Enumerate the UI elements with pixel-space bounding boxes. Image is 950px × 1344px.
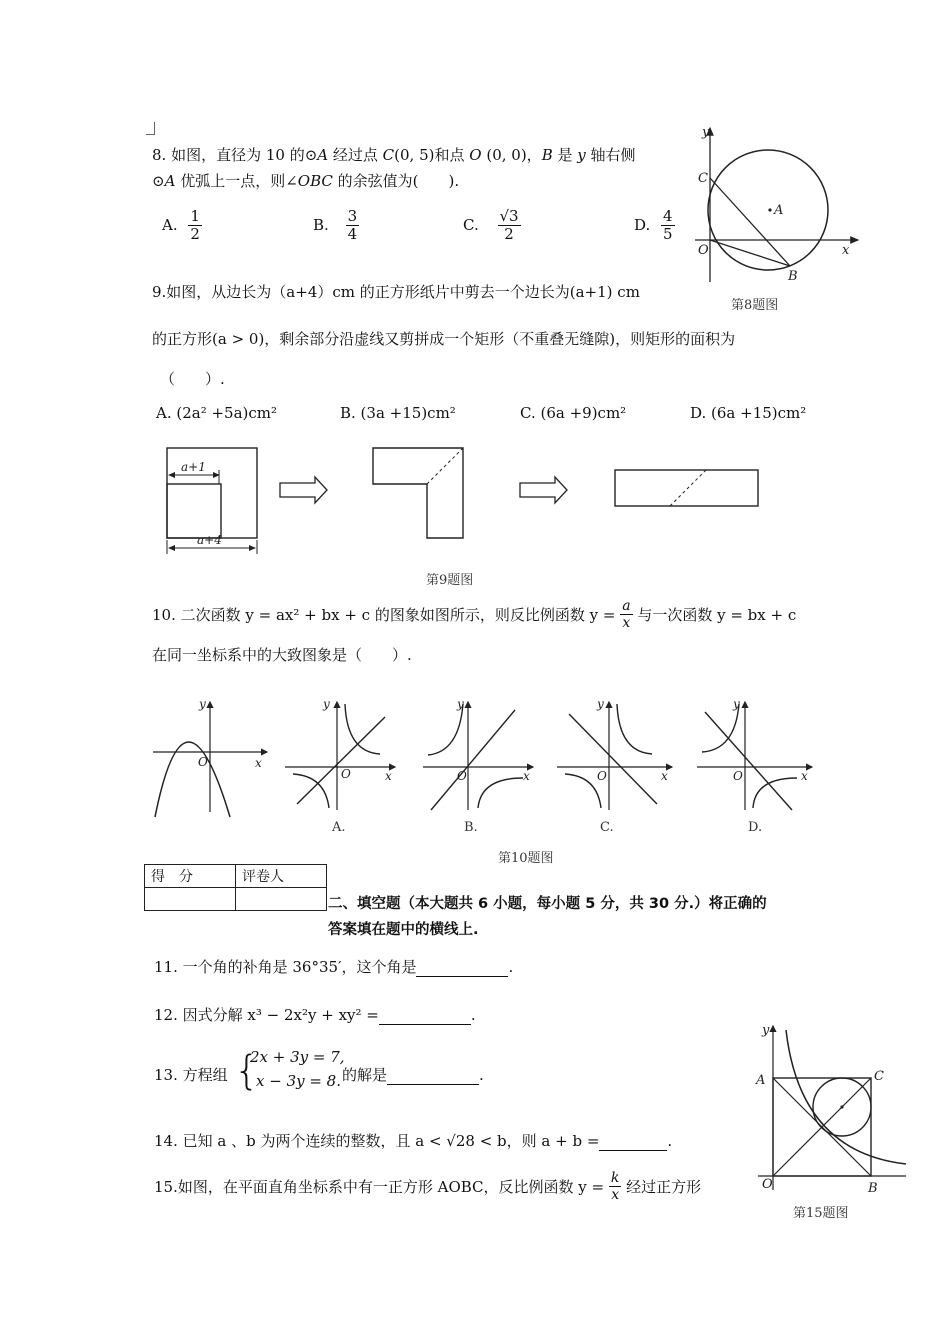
q10-fig-caption: 第10题图: [498, 851, 554, 866]
q15: 15.如图，在平面直角坐标系中有一正方形 AOBC，反比例函数 y = $\frac{k}{x}$ 经过正方形: [154, 1170, 702, 1204]
q9-fig-caption: 第9题图: [426, 573, 474, 588]
q14: 14. 已知 a 、b 为两个连续的整数，且 a < √28 < b，则 a + b = .: [154, 1132, 673, 1150]
q8-line1: 8. 如图，直径为 10 的⊙A 经过点 C(0, 5)和点 O (0, 0)，B 是 y 轴右侧: [152, 146, 636, 164]
q10-parabola-graph: [153, 697, 267, 817]
q9-option-b: B. (3a +15)cm²: [340, 404, 456, 422]
q8-fig-O: O: [698, 243, 709, 258]
q15-fig-caption: 第15题图: [793, 1206, 849, 1221]
q11-answer-blank[interactable]: [416, 958, 508, 977]
q10-label-c: C.: [600, 820, 614, 835]
q12-answer-blank[interactable]: [379, 1006, 471, 1025]
q10-graph-a: [285, 697, 395, 810]
svg-text:y: y: [457, 697, 464, 711]
section2-line2: 答案填在题中的横线上.: [328, 922, 479, 938]
q9-fig-label-outer: a+4: [197, 533, 222, 547]
q15-fig-B: B: [868, 1181, 878, 1196]
q10-line2: 在同一坐标系中的大致图象是（ ）.: [152, 646, 412, 664]
q9-option-d: D. (6a +15)cm²: [690, 404, 807, 422]
svg-text:O: O: [457, 769, 467, 783]
q15-fig-O: O: [762, 1177, 773, 1192]
q8-figure: [690, 122, 870, 292]
q10-line1: 10. 二次函数 y = ax² + bx + c 的图象如图所示，则反比例函数 y = $\frac{a}{x}$ 与一次函数 y = bx + c: [152, 598, 797, 632]
svg-text:y: y: [323, 697, 330, 711]
q10-figure: [145, 692, 835, 842]
corner-mark: [146, 122, 155, 135]
q9-option-c: C. (6a +9)cm²: [520, 404, 627, 422]
q9-option-a: A. (2a² +5a)cm²: [156, 404, 278, 422]
q9-line2: 的正方形(a > 0)，剩余部分沿虚线又剪拼成一个矩形（不重叠无缝隙)，则矩形的面积为: [152, 330, 736, 348]
svg-text:x: x: [385, 769, 392, 783]
q9-figure: [155, 440, 775, 565]
q8-fig-y: y: [702, 125, 710, 140]
q10-label-a: A.: [332, 820, 346, 835]
svg-text:x: x: [801, 769, 808, 783]
q8-fig-x: x: [842, 243, 850, 258]
svg-text:x: x: [523, 769, 530, 783]
score-header: 得 分: [145, 865, 236, 888]
q8-option-b: B. $\frac{3}{4}$: [313, 207, 358, 244]
grader-cell: [236, 888, 327, 911]
q10-graph-d: [697, 697, 812, 810]
q15-fig-A: A: [756, 1073, 766, 1088]
q8-line2: ⊙A 优弧上一点，则∠OBC 的余弦值为( ).: [152, 172, 460, 190]
q10-graph-b: [423, 697, 533, 810]
q10-graph-c: [557, 697, 672, 810]
svg-text:O: O: [733, 769, 743, 783]
q14-answer-blank[interactable]: [599, 1132, 667, 1151]
q9-line1: 9.如图，从边长为（a+4）cm 的正方形纸片中剪去一个边长为(a+1) cm: [152, 283, 640, 301]
svg-text:O: O: [341, 767, 351, 781]
q8-fig-B: B: [788, 269, 798, 284]
q8-fig-C: C: [698, 171, 708, 186]
q8-fig-caption: 第8题图: [731, 298, 779, 313]
q9-fig-label-inner: a+1: [181, 460, 206, 474]
q8-option-a: A. $\frac{1}{2}$: [162, 207, 200, 244]
q15-fig-C: C: [874, 1069, 884, 1084]
q13-brace: {: [234, 1048, 260, 1094]
q10-label-d: D.: [748, 820, 763, 835]
score-table: [144, 864, 327, 911]
q10-label-b: B.: [464, 820, 478, 835]
q8-option-d: D. $\frac{4}{5}$: [634, 207, 673, 244]
svg-text:O: O: [597, 769, 607, 783]
q12: 12. 因式分解 x³ − 2x²y + xy² = .: [154, 1006, 476, 1024]
svg-text:y: y: [199, 697, 206, 711]
q15-figure: [748, 1020, 908, 1200]
svg-text:y: y: [597, 697, 604, 711]
q15-fig-y: y: [762, 1023, 770, 1038]
grader-header: 评卷人: [236, 865, 327, 888]
svg-text:x: x: [255, 756, 262, 770]
svg-text:y: y: [733, 697, 740, 711]
score-cell: [145, 888, 236, 911]
svg-text:O: O: [198, 755, 208, 769]
q9-line3: （ ）.: [160, 370, 225, 388]
q11: 11. 一个角的补角是 36°35′，这个角是 .: [154, 958, 514, 976]
svg-text:x: x: [661, 769, 668, 783]
section2-line1: 二、填空题（本大题共 6 小题，每小题 5 分，共 30 分.）将正确的: [328, 896, 767, 912]
q8-fig-A: A: [774, 203, 784, 218]
q13-answer-blank[interactable]: [387, 1066, 479, 1085]
q8-option-c: C. $\frac{√3}{2}$: [463, 207, 519, 244]
